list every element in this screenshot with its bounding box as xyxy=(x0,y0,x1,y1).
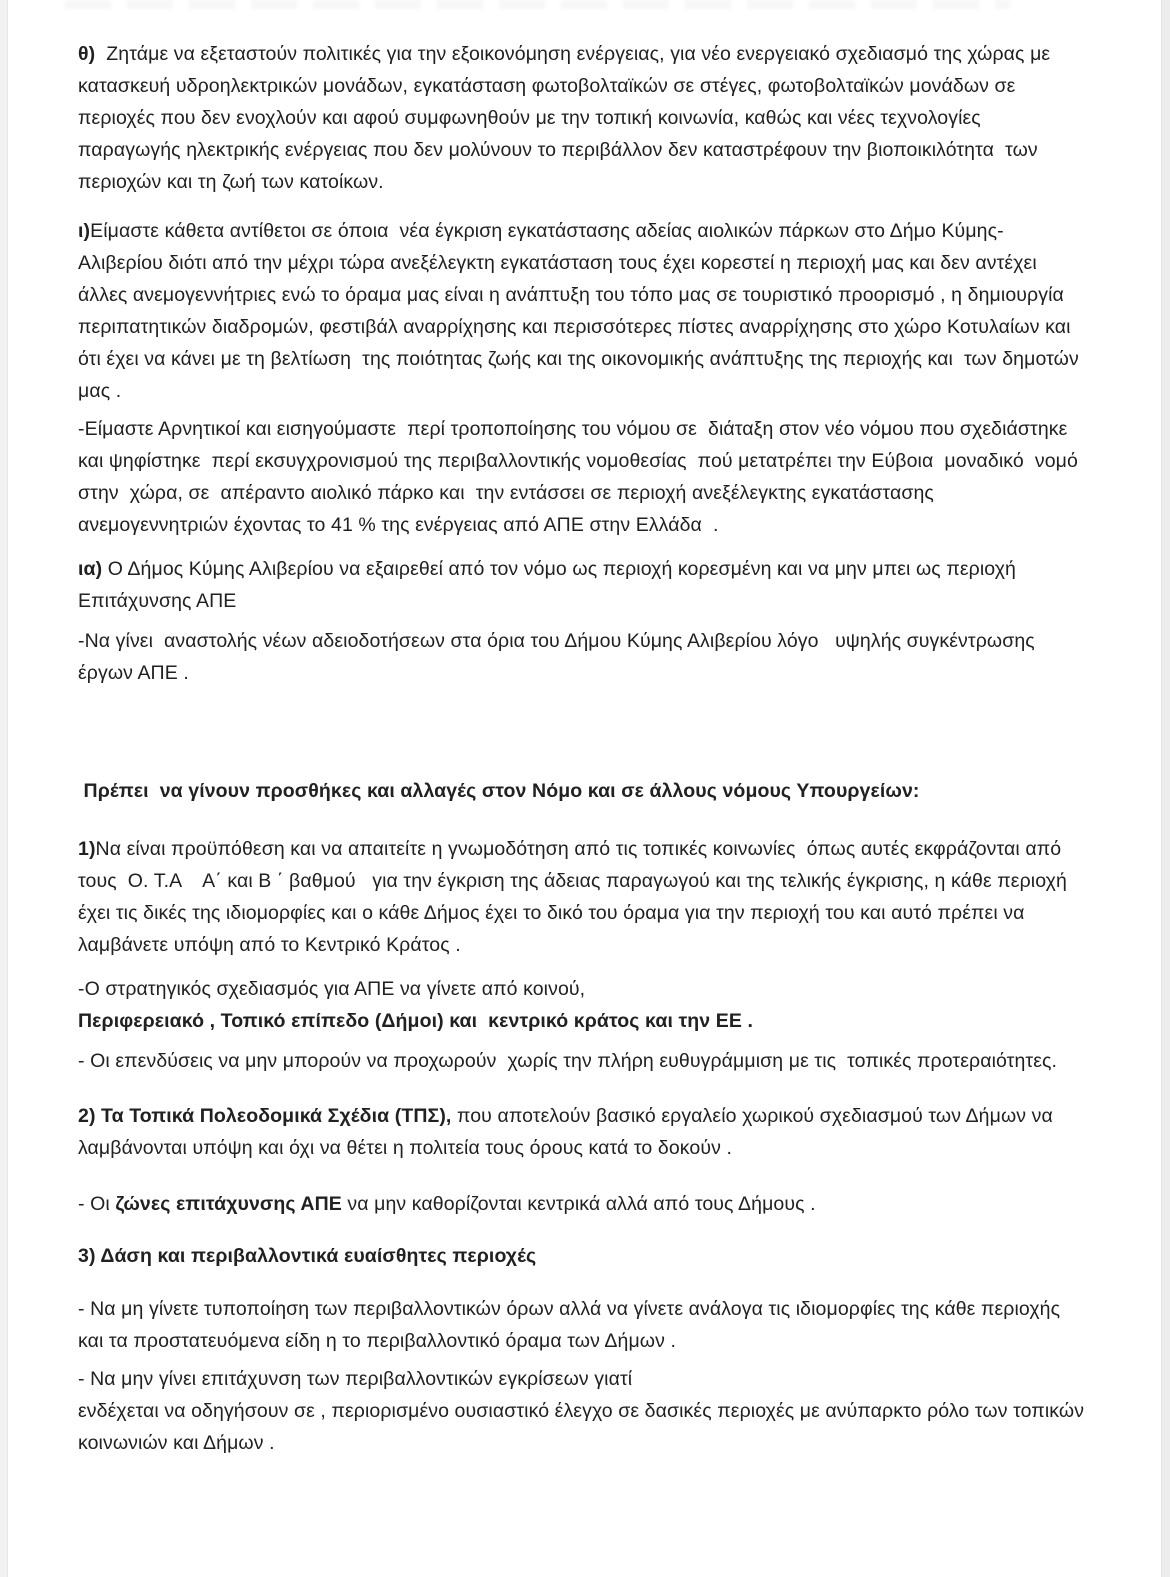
text-run: περιοχές που δεν ενοχλούν και αφού συμφωνηθούν με την τοπική κοινωνία, καθώς και νέες τεχνολογίες xyxy=(78,107,981,129)
text-run: τους Ο. Τ.Α Α΄ και Β ΄ βαθμού για την έγκριση της άδειας παραγωγού και της τελικής έγκρισης, η κάθε περιοχή xyxy=(78,870,1067,892)
text-line xyxy=(78,1005,1164,1037)
text-run: και ψηφίστηκε περί εκσυγχρονισμού της περιβαλλοντικής νομοθεσίας πού μετατρέπει την Εύβοια μοναδικό νομό xyxy=(78,450,1078,472)
text-line xyxy=(78,247,1164,279)
text-line xyxy=(78,477,1164,509)
bold-text-run: θ) xyxy=(78,43,96,65)
para-2-urban-plans xyxy=(78,1100,1164,1164)
bold-text-run: 2) Τα Τοπικά Πολεοδομικά Σχέδια (ΤΠΣ), xyxy=(78,1105,452,1127)
text-run: Επιτάχυνσης ΑΠΕ xyxy=(78,590,237,612)
text-line xyxy=(78,375,1164,407)
para-environmental-approvals xyxy=(78,1363,1164,1459)
text-line xyxy=(78,833,1164,865)
para-standardization xyxy=(78,1293,1164,1357)
text-line xyxy=(78,311,1164,343)
text-line xyxy=(78,585,1164,617)
text-line xyxy=(78,215,1164,247)
para-1-consultation xyxy=(78,833,1164,961)
text-line xyxy=(78,1100,1164,1132)
text-line xyxy=(78,657,1164,689)
heading-3-forests xyxy=(78,1240,1164,1272)
text-run: κοινωνιών και Δήμων . xyxy=(78,1432,275,1454)
text-run: παραγωγής ηλεκτρικής ενέργειας που δεν μολύνουν το περιβάλλον δεν καταστρέφουν την βιοποικιλότητα των xyxy=(78,139,1038,161)
text-line xyxy=(78,102,1164,134)
para-iota xyxy=(78,215,1164,407)
text-run: που αποτελούν βασικό εργαλείο χωρικού σχεδιασμού των Δήμων να xyxy=(451,1105,1053,1127)
text-run: -Είμαστε Αρνητικοί και εισηγούμαστε περί τροποποίησης του νόμου σε διάταξη στον νέο νόμου που σχεδιάστηκε xyxy=(78,418,1068,440)
text-run: - Να μη γίνετε τυποποίηση των περιβαλλοντικών όρων αλλά να γίνετε ανάλογα τις ιδιομορφίες της κάθε περιοχής xyxy=(78,1298,1061,1320)
text-line xyxy=(78,929,1164,961)
cutoff-text-artifact xyxy=(65,0,1010,9)
text-line xyxy=(78,1325,1164,1357)
text-run: και τα προστατευόμενα είδη η το περιβαλλοντικό όραμα των Δήμων . xyxy=(78,1330,677,1352)
text-run: - Οι επενδύσεις να μην μπορούν να προχωρούν χωρίς την πλήρη ευθυγράμμιση με τις τοπικές προτεραιότητες. xyxy=(78,1050,1058,1072)
text-line xyxy=(78,1188,1164,1220)
text-line xyxy=(78,1293,1164,1325)
para-ia-exemption xyxy=(78,553,1164,617)
text-line xyxy=(78,625,1164,657)
text-line xyxy=(78,865,1164,897)
text-run: - Να μην γίνει επιτάχυνση των περιβαλλοντικών εγκρίσεων γιατί xyxy=(78,1368,633,1390)
page-edge-left xyxy=(0,0,8,1577)
text-run: - Οι xyxy=(78,1193,116,1215)
text-line xyxy=(78,413,1164,445)
bold-text-run: ζώνες επιτάχυνσης ΑΠΕ xyxy=(115,1193,342,1215)
text-run: Ζητάμε να εξεταστούν πολιτικές για την εξοικονόμηση ενέργειας, για νέο ενεργειακό σχεδιασμό της χώρας με xyxy=(95,43,1051,65)
text-run: ότι έχει να κάνει με τη βελτίωση της ποιότητας ζωής και της οικονομικής ανάπτυξης της περιοχής και των δημοτών xyxy=(78,348,1079,370)
text-line xyxy=(78,553,1164,585)
para-opposition-law xyxy=(78,413,1164,541)
bold-text-run: Περιφερειακό , Τοπικό επίπεδο (Δήμοι) και κεντρικό κράτος και την ΕΕ . xyxy=(78,1010,754,1032)
text-run: περιοχών και τη ζωή των κατοίκων. xyxy=(78,171,384,193)
text-line xyxy=(78,343,1164,375)
heading-additions xyxy=(78,775,1164,807)
para-investments xyxy=(78,1045,1164,1077)
text-line xyxy=(78,1240,1164,1272)
text-run: ενδέχεται να οδηγήσουν σε , περιορισμένο ουσιαστικό έλεγχο σε δασικές περιοχές με ανύπαρκτο ρόλο των τοπικών xyxy=(78,1400,1085,1422)
text-run: ανεμογεννητριών έχοντας το 41 % της ενέργειας από ΑΠΕ στην Ελλάδα . xyxy=(78,514,719,536)
text-run: άλλες ανεμογεννήτριες ενώ το όραμα μας είναι η ανάπτυξη του τόπο μας σε τουριστικό προορισμό , η δημιουργία xyxy=(78,284,1064,306)
text-line xyxy=(78,166,1164,198)
text-run: έργων ΑΠΕ . xyxy=(78,662,189,684)
text-line xyxy=(78,134,1164,166)
text-line xyxy=(78,1132,1164,1164)
para-strategic-planning xyxy=(78,973,1164,1037)
text-line xyxy=(78,973,1164,1005)
bold-text-run: ια) xyxy=(78,558,103,580)
text-run: να μην καθορίζονται κεντρικά αλλά από τους Δήμους . xyxy=(341,1193,816,1215)
text-run: περιπατητικών διαδρομών, φεστιβάλ αναρρίχησης και περισσότερες πίστες αναρρίχησης στο χώρο Κοτυλαίων και xyxy=(78,316,1071,338)
text-run: στην χώρα, σε απέραντο αιολικό πάρκο και την εντάσσει σε περιοχή ανεξέλεγκτης εγκατάστασης xyxy=(78,482,934,504)
text-line xyxy=(78,1045,1164,1077)
document-body xyxy=(78,38,1164,1459)
para-theta xyxy=(78,38,1164,198)
bold-text-run: 1) xyxy=(78,838,96,860)
text-run: λαμβάνονται υπόψη και όχι να θέτει η πολιτεία τους όρους κατά το δοκούν . xyxy=(78,1137,732,1159)
para-suspension xyxy=(78,625,1164,689)
text-line xyxy=(78,279,1164,311)
text-run: μας . xyxy=(78,380,122,402)
text-line xyxy=(78,70,1164,102)
text-line xyxy=(78,775,1164,807)
text-run: -Ο στρατηγικός σχεδιασμός για ΑΠΕ να γίνετε από κοινού, xyxy=(78,978,586,1000)
text-run: Είμαστε κάθετα αντίθετοι σε όποια νέα έγκριση εγκατάστασης αδείας αιολικών πάρκων στο Δήμο Κύμης- xyxy=(90,220,1004,242)
text-run: λαμβάνετε υπόψη από το Κεντρικό Κράτος . xyxy=(78,934,461,956)
text-line xyxy=(78,1427,1164,1459)
bold-text-run: Πρέπει να γίνουν προσθήκες και αλλαγές στον Νόμο και σε άλλους νόμους Υπουργείων: xyxy=(78,780,920,802)
text-line xyxy=(78,509,1164,541)
bold-text-run: ι) xyxy=(78,220,91,242)
text-run: Ο Δήμος Κύμης Αλιβερίου να εξαιρεθεί από τον νόμο ως περιοχή κορεσμένη και να μην μπει ως περιοχή xyxy=(102,558,1017,580)
text-line xyxy=(78,1363,1164,1395)
text-line xyxy=(78,897,1164,929)
bold-text-run: 3) Δάση και περιβαλλοντικά ευαίσθητες περιοχές xyxy=(78,1245,537,1267)
text-line xyxy=(78,445,1164,477)
text-run: έχει τις δικές της ιδιομορφίες και ο κάθε Δήμος έχει το δικό του όραμα για την περιοχή του και αυτό πρέπει να xyxy=(78,902,1025,924)
text-line xyxy=(78,38,1164,70)
text-run: -Να γίνει αναστολής νέων αδειοδοτήσεων στα όρια του Δήμου Κύμης Αλιβερίου λόγο υψηλής συγκέντρωσης xyxy=(78,630,1035,652)
text-run: κατασκευή υδροηλεκτρικών μονάδων, εγκατάσταση φωτοβολταϊκών σε στέγες, φωτοβολταϊκών μονάδων σε xyxy=(78,75,1016,97)
text-run: Αλιβερίου διότι από την μέχρι τώρα ανεξέλεγκτη εγκατάσταση τους έχει κορεστεί η περιοχή μας και δεν αντέχει xyxy=(78,252,1037,274)
text-run: Να είναι προϋπόθεση και να απαιτείτε η γνωμοδότηση από τις τοπικές κοινωνίες όπως αυτές εκφράζονται από xyxy=(95,838,1062,860)
text-line xyxy=(78,1395,1164,1427)
para-acceleration-zones xyxy=(78,1188,1164,1220)
